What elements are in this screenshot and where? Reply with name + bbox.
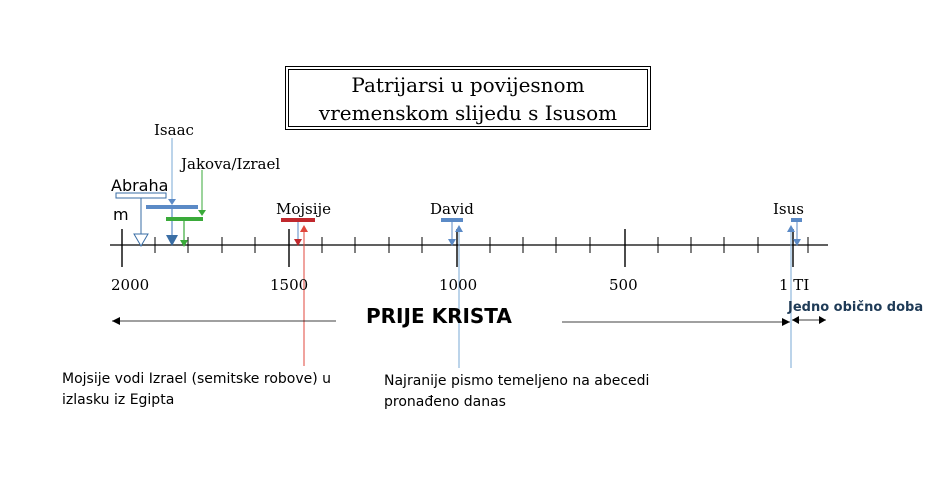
- david-label: David: [430, 200, 474, 218]
- moses-note-arrowhead: [300, 225, 308, 232]
- bc-arrow-left-head: [112, 317, 120, 325]
- tick-label-2000: 2000: [111, 276, 150, 294]
- ce-arrow-head-left: [792, 316, 799, 324]
- tick-label-1500: 1500: [270, 276, 309, 294]
- ce-era-label: Jedno obično doba: [788, 300, 924, 315]
- abraham-label-line-2: m: [113, 205, 129, 224]
- jacob-bar: [166, 217, 203, 221]
- jacob-arrowhead: [180, 240, 188, 247]
- jesus-label: Isus: [773, 200, 804, 218]
- jacob-label: Jakova/Izrael: [181, 155, 281, 173]
- abraham-arrowhead: [134, 234, 148, 246]
- isaac-arrowhead-top: [168, 199, 176, 205]
- alphabet-note-arrowhead: [455, 225, 463, 232]
- title-line-1: Patrijarsi u povijesnom: [351, 73, 585, 97]
- bc-arrow-right-head: [782, 318, 790, 326]
- title-line-2: vremenskom slijedu s Isusom: [318, 101, 618, 125]
- david-bar: [441, 218, 463, 222]
- bc-era-label: PRIJE KRISTA: [366, 304, 512, 328]
- moses-bar: [281, 218, 315, 222]
- major-ticks: [122, 229, 793, 267]
- jacob-arrowhead-top: [198, 210, 206, 216]
- abraham-label-line-1: Abraha: [111, 176, 169, 195]
- jesus-bar: [791, 218, 802, 222]
- isaac-bar: [146, 205, 198, 209]
- isaac-label: Isaac: [154, 121, 194, 139]
- ce-arrow-head-right: [819, 316, 826, 324]
- tick-label-1000: 1000: [439, 276, 478, 294]
- moses-label: Mojsije: [276, 200, 332, 218]
- tick-label-500: 500: [609, 276, 638, 294]
- moses-note: Mojsije vodi Izrael (semitske robove) u izlasku iz Egipta: [62, 371, 332, 408]
- alphabet-note: Najranije pismo temeljeno na abecedi pronađeno danas: [384, 373, 650, 410]
- ce-divider-arrowhead: [787, 225, 795, 232]
- tick-label-1-ti: 1 TI: [779, 276, 810, 294]
- isaac-arrowhead: [166, 235, 178, 246]
